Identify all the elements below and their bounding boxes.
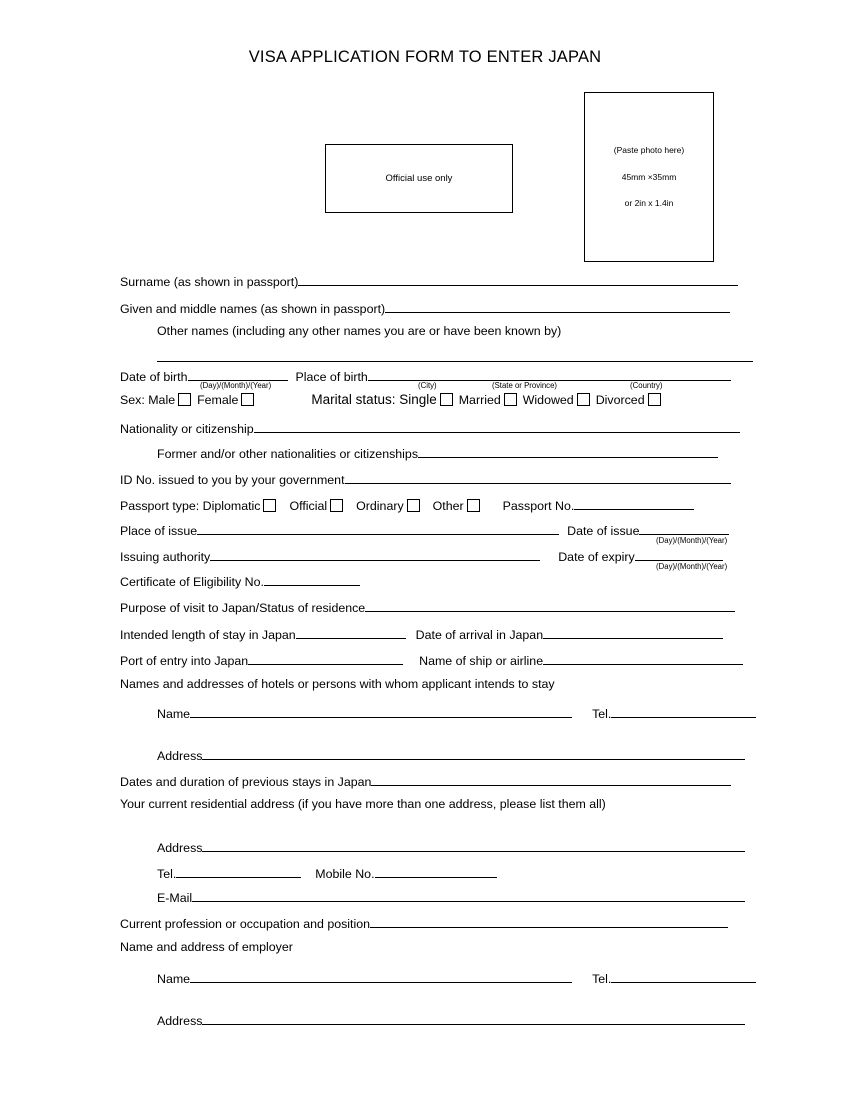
field-employer-name [120,969,850,989]
passport-ordinary-checkbox[interactable] [407,499,420,512]
sex-female-checkbox[interactable] [241,393,254,406]
marital-single-checkbox[interactable] [440,393,453,406]
photo-box-line-3: or 2in x 1.4in [624,198,674,209]
passport-official-checkbox[interactable] [330,499,343,512]
host-address-label: Address [157,749,203,763]
email-input[interactable] [192,888,745,902]
nationality-input[interactable] [254,419,740,433]
place-of-birth-input[interactable] [368,367,731,381]
city-hint: (City) [418,381,437,390]
given-names-input[interactable] [385,299,730,313]
name-of-ship-label: Name of ship or airline [419,654,544,668]
employer-heading [120,940,850,960]
field-id-number [120,470,850,490]
residential-tel-input[interactable] [176,864,301,878]
other-names-label: Other names (including any other names you are or have been known by) [157,324,562,338]
official-use-box [325,144,513,213]
field-other-names [120,324,850,344]
state-hint: (State or Province) [492,381,557,390]
date-of-issue-label: Date of issue [567,524,640,538]
issuing-authority-input[interactable] [210,547,540,561]
residential-address-label: Address [157,841,203,855]
date-of-arrival-input[interactable] [543,625,723,639]
passport-diplomatic-checkbox[interactable] [263,499,276,512]
employer-tel-label: Tel. [592,972,612,986]
field-profession [120,914,850,934]
field-certificate-eligibility [120,572,850,592]
previous-stays-label: Dates and duration of previous stays in Japan [120,775,372,789]
passport-no-input[interactable] [574,496,694,510]
host-tel-label: Tel. [592,707,612,721]
passport-ordinary-label: Ordinary [356,499,404,513]
field-sex-marital [120,392,850,412]
residential-address-input[interactable] [202,838,745,852]
field-former-nationalities [120,444,850,464]
place-of-birth-label: Place of birth [295,370,368,384]
previous-stays-input[interactable] [371,772,731,786]
place-of-issue-label: Place of issue [120,524,198,538]
surname-label: Surname (as shown in passport) [120,275,299,289]
passport-official-label: Official [289,499,328,513]
mobile-no-input[interactable] [375,864,497,878]
field-residential-address [120,838,850,858]
official-use-label: Official use only [385,173,453,184]
purpose-of-visit-input[interactable] [365,598,735,612]
marital-married-checkbox[interactable] [504,393,517,406]
date-of-expiry-input[interactable] [635,547,723,561]
photo-paste-box [584,92,714,262]
host-tel-input[interactable] [611,704,756,718]
field-other-names-line [120,348,850,368]
port-of-entry-input[interactable] [248,651,403,665]
passport-other-checkbox[interactable] [467,499,480,512]
name-of-ship-input[interactable] [543,651,743,665]
field-issuing-authority [120,547,850,567]
sex-female-label: Female [197,393,239,407]
employer-name-label: Name [157,972,191,986]
country-hint: (Country) [630,381,663,390]
date-of-birth-label: Date of birth [120,370,188,384]
residential-heading [120,797,850,817]
id-no-label: ID No. issued to you by your government [120,473,345,487]
passport-no-label: Passport No. [502,499,575,513]
intended-length-label: Intended length of stay in Japan [120,628,296,642]
field-passport-type [120,496,850,516]
passport-other-label: Other [432,499,464,513]
marital-widowed-checkbox[interactable] [577,393,590,406]
host-name-label: Name [157,707,191,721]
date-of-expiry-label: Date of expiry [558,550,635,564]
field-purpose-of-visit [120,598,850,618]
host-address-input[interactable] [202,746,745,760]
id-no-input[interactable] [345,470,731,484]
former-nationalities-label: Former and/or other nationalities or citizenships [157,447,419,461]
employer-address-input[interactable] [202,1011,745,1025]
sex-male-checkbox[interactable] [178,393,191,406]
sex-label: Sex: Male [120,393,176,407]
employer-tel-input[interactable] [611,969,756,983]
other-names-input[interactable] [157,348,753,362]
date-of-issue-input[interactable] [639,521,729,535]
passport-type-label: Passport type: Diplomatic [120,499,261,513]
marital-divorced-checkbox[interactable] [648,393,661,406]
profession-label: Current profession or occupation and position [120,917,371,931]
marital-status-label: Marital status: Single [311,392,437,407]
certificate-eligibility-input[interactable] [264,572,360,586]
nationality-label: Nationality or citizenship [120,422,254,436]
hosts-heading-label: Names and addresses of hotels or persons with whom applicant intends to stay [120,677,555,691]
place-of-issue-input[interactable] [197,521,559,535]
given-names-label: Given and middle names (as shown in passport) [120,302,386,316]
dob-hint: (Day)/(Month)/(Year) [200,381,272,390]
issuing-authority-label: Issuing authority [120,550,211,564]
employer-address-label: Address [157,1014,203,1028]
residential-heading-label: Your current residential address (if you have more than one address, please list them all) [120,797,606,811]
surname-input[interactable] [298,272,738,286]
date-of-issue-hint: (Day)/(Month)/(Year) [656,536,728,545]
former-nationalities-input[interactable] [418,444,718,458]
page-title: VISA APPLICATION FORM TO ENTER JAPAN [248,48,602,66]
field-employer-address [120,1011,850,1031]
field-previous-stays [120,772,850,792]
marital-married-label: Married [458,393,501,407]
field-intended-length [120,625,850,645]
date-of-expiry-hint: (Day)/(Month)/(Year) [656,562,728,571]
date-of-arrival-label: Date of arrival in Japan [415,628,544,642]
certificate-eligibility-label: Certificate of Eligibility No. [120,575,264,589]
employer-name-input[interactable] [190,969,572,983]
intended-length-input[interactable] [296,625,406,639]
photo-box-line-1: (Paste photo here) [613,145,685,156]
email-label: E-Mail [157,891,193,905]
employer-heading-label: Name and address of employer [120,940,293,954]
profession-input[interactable] [370,914,728,928]
port-of-entry-label: Port of entry into Japan [120,654,249,668]
mobile-no-label: Mobile No. [315,867,375,881]
field-place-date-issue [120,521,850,541]
hosts-heading [120,677,850,697]
field-residential-tel [120,864,850,884]
photo-box-line-2: 45mm ×35mm [621,171,677,182]
residential-tel-label: Tel. [157,867,177,881]
field-host-name [120,704,850,724]
field-port-of-entry [120,651,850,671]
field-nationality [120,419,850,439]
date-of-birth-input[interactable] [188,367,288,381]
marital-widowed-label: Widowed [522,393,574,407]
field-host-address [120,746,850,766]
purpose-of-visit-label: Purpose of visit to Japan/Status of residence [120,601,366,615]
marital-divorced-label: Divorced [595,393,645,407]
field-surname [120,272,850,292]
field-given-names [120,299,850,319]
host-name-input[interactable] [190,704,572,718]
field-email [120,888,850,908]
